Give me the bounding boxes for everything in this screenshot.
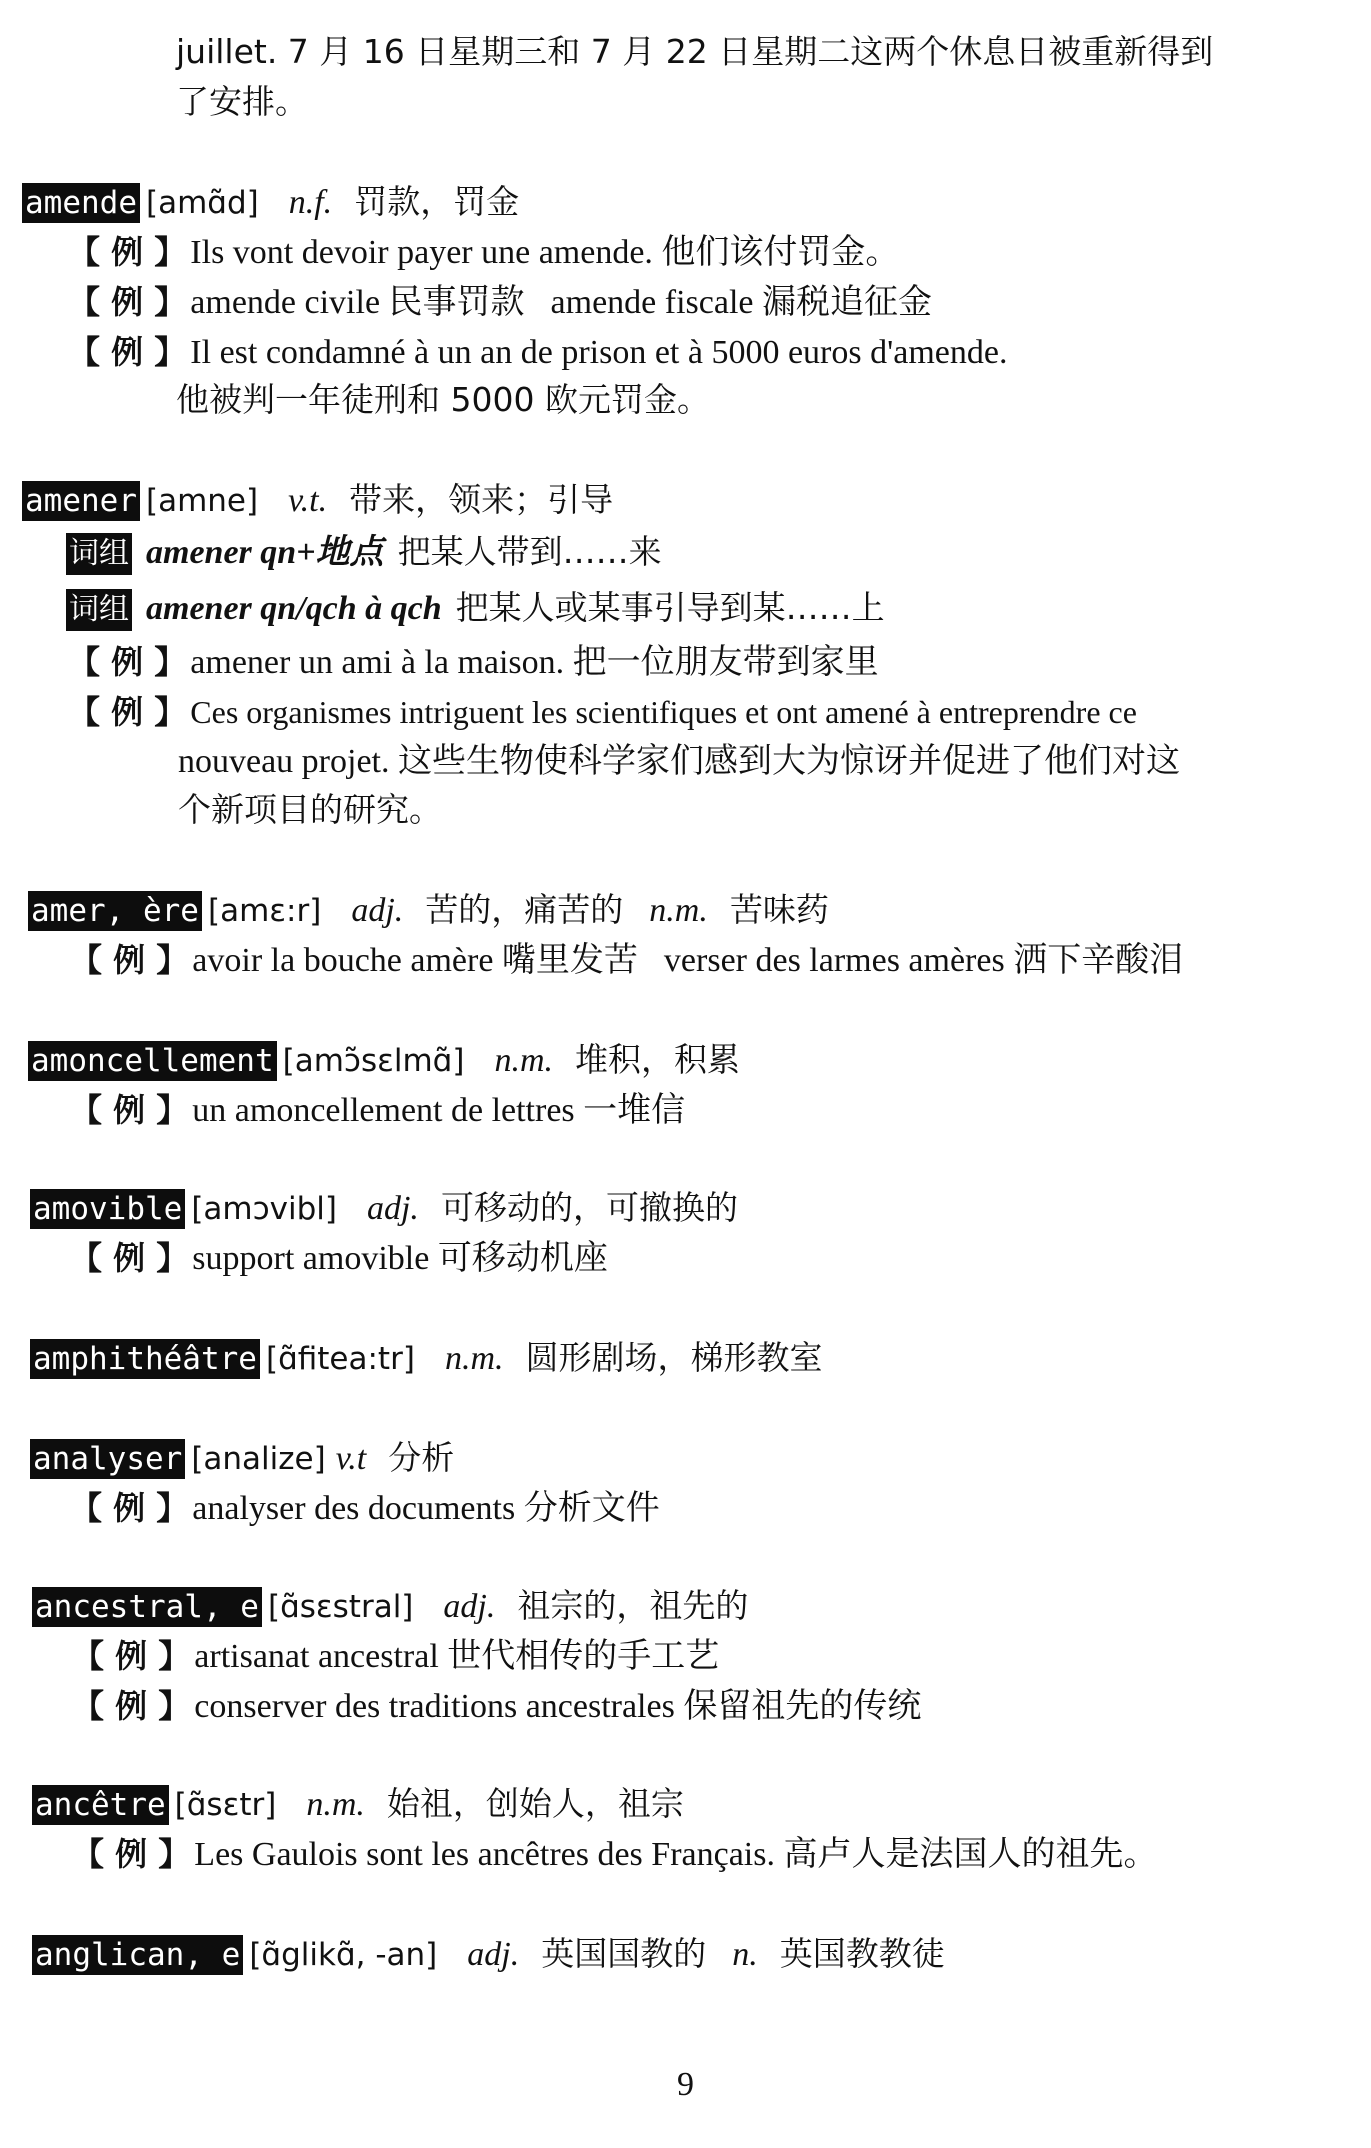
part-of-speech: v.t. <box>288 482 328 519</box>
definition: 英国教教徒 <box>779 1934 945 1973</box>
example-line: 【 例 】 conserver des traditions ancestrales 保留祖先的传统 <box>72 1687 922 1725</box>
example-tag: 【 例 】 <box>70 1239 189 1277</box>
part-of-speech: adj. <box>351 892 404 929</box>
example-line: 【 例 】 artisanat ancestral 世代相传的手工艺 <box>72 1637 720 1675</box>
page-number: 9 <box>677 2066 694 2103</box>
example-line: 【 例 】 un amoncellement de lettres 一堆信 <box>70 1091 686 1129</box>
part-of-speech: n.m. <box>494 1042 554 1079</box>
pronunciation: [ɑ̃sɛtr] <box>174 1787 277 1823</box>
part-of-speech: n.f. <box>288 184 333 221</box>
entry-header-amphitheatre <box>30 1336 823 1380</box>
example-line: 【 例 】 Ces organismes intriguent les scientifiques et ont amené à entreprendre ce <box>68 693 1137 731</box>
definition: 可移动的，可撤换的 <box>440 1188 738 1227</box>
example-tag: 【 例 】 <box>70 1489 189 1527</box>
pronunciation: [amɛ:r] <box>207 893 322 929</box>
entry-header-analyser <box>30 1436 454 1480</box>
phrase-tag: 词组 <box>66 533 132 575</box>
example-tag: 【 例 】 <box>72 1687 191 1725</box>
example-tag: 【 例 】 <box>68 333 187 371</box>
pronunciation: [ɑ̃fitea:tr] <box>265 1341 415 1377</box>
definition: 堆积，积累 <box>575 1040 741 1079</box>
example-line: 【 例 】 support amovible 可移动机座 <box>70 1239 608 1277</box>
pronunciation: [amɔ̃sɛlmɑ̃] <box>282 1043 465 1079</box>
example-line: 【 例 】 avoir la bouche amère 嘴里发苦 verser des larmes amères 洒下辛酸泪 <box>70 941 1184 979</box>
definition: 苦的，痛苦的 <box>425 890 624 929</box>
headword: amer, ère <box>28 891 202 931</box>
pronunciation: [amɔvibl] <box>191 1191 337 1227</box>
entry-header-amener <box>22 478 613 522</box>
example-continuation: nouveau projet. 这些生物使科学家们感到大为惊讶并促进了他们对这 <box>178 743 1180 780</box>
example-line: 【 例 】 amener un ami à la maison. 把一位朋友带到家里 <box>68 643 879 681</box>
definition: 英国国教的 <box>541 1934 707 1973</box>
pronunciation: [analize] <box>191 1441 326 1477</box>
part-of-speech: n.m. <box>306 1786 365 1823</box>
intro-line: 了安排。 <box>176 82 308 121</box>
entry-header-anglican <box>32 1932 945 1976</box>
definition: 带来，领来；引导 <box>349 480 614 519</box>
example-tag: 【 例 】 <box>72 1637 191 1675</box>
example-line: 【 例 】 amende civile 民事罚款 amende fiscale 漏税追征金 <box>68 283 932 321</box>
definition: 苦味药 <box>729 890 829 929</box>
headword: amener <box>22 481 140 521</box>
headword: amphithéâtre <box>30 1339 260 1379</box>
phrase-line: 词组 amener qn+地点 把某人带到……来 <box>66 530 662 574</box>
example-line: 【 例 】 Ils vont devoir payer une amende. 他们该付罚金。 <box>68 233 900 271</box>
headword: amovible <box>30 1189 185 1229</box>
definition: 始祖，创始人，祖宗 <box>386 1784 684 1823</box>
example-tag: 【 例 】 <box>68 283 187 321</box>
pronunciation: [amne] <box>145 483 259 519</box>
definition: 分析 <box>388 1438 455 1477</box>
part-of-speech: v.t <box>335 1440 367 1477</box>
definition: 祖宗的，祖先的 <box>517 1586 749 1625</box>
entry-header-amovible <box>30 1186 738 1230</box>
example-tag: 【 例 】 <box>70 1091 189 1129</box>
headword: ancêtre <box>32 1785 169 1825</box>
phrase-line: 词组 amener qn/qch à qch 把某人或某事引导到某……上 <box>66 586 885 630</box>
headword: anglican, e <box>32 1935 243 1975</box>
example-tag: 【 例 】 <box>68 233 187 271</box>
pronunciation: [ɑ̃glikɑ̃, -an] <box>249 1937 438 1973</box>
headword: analyser <box>30 1439 185 1479</box>
example-tag: 【 例 】 <box>68 643 187 681</box>
example-continuation: 个新项目的研究。 <box>178 790 442 829</box>
definition: 罚款，罚金 <box>354 182 520 221</box>
example-line: 【 例 】 analyser des documents 分析文件 <box>70 1489 660 1527</box>
phrase-tag: 词组 <box>66 589 132 631</box>
headword: ancestral, e <box>32 1587 262 1627</box>
part-of-speech: adj. <box>443 1588 496 1625</box>
entry-header-amende <box>22 180 519 224</box>
part-of-speech: adj. <box>467 1936 520 1973</box>
part-of-speech: n.m. <box>444 1340 504 1377</box>
part-of-speech: n.m. <box>649 892 708 929</box>
example-line: 【 例 】 Il est condamné à un an de prison et à 5000 euros d'amende. <box>68 333 1008 371</box>
part-of-speech: n. <box>732 1936 758 1973</box>
entry-header-amoncellement <box>28 1038 740 1082</box>
example-line: 【 例 】 Les Gaulois sont les ancêtres des Français. 高卢人是法国人的祖先。 <box>72 1835 1158 1873</box>
part-of-speech: adj. <box>366 1190 419 1227</box>
pronunciation: [amɑ̃d] <box>145 185 259 221</box>
pronunciation: [ɑ̃sɛstral] <box>267 1589 414 1625</box>
intro-line: juillet. 7 月 16 日星期三和 7 月 22 日星期二这两个休息日被重新得到 <box>176 32 1214 71</box>
entry-header-ancetre <box>32 1782 684 1826</box>
definition: 圆形剧场，梯形教室 <box>525 1338 823 1377</box>
example-translation: 他被判一年徒刑和 5000 欧元罚金。 <box>176 380 710 419</box>
headword: amende <box>22 183 140 223</box>
example-tag: 【 例 】 <box>72 1835 191 1873</box>
example-tag: 【 例 】 <box>68 693 187 731</box>
headword: amoncellement <box>28 1041 277 1081</box>
entry-header-ancestral <box>32 1584 748 1628</box>
entry-header-amer <box>28 888 829 932</box>
example-tag: 【 例 】 <box>70 941 189 979</box>
